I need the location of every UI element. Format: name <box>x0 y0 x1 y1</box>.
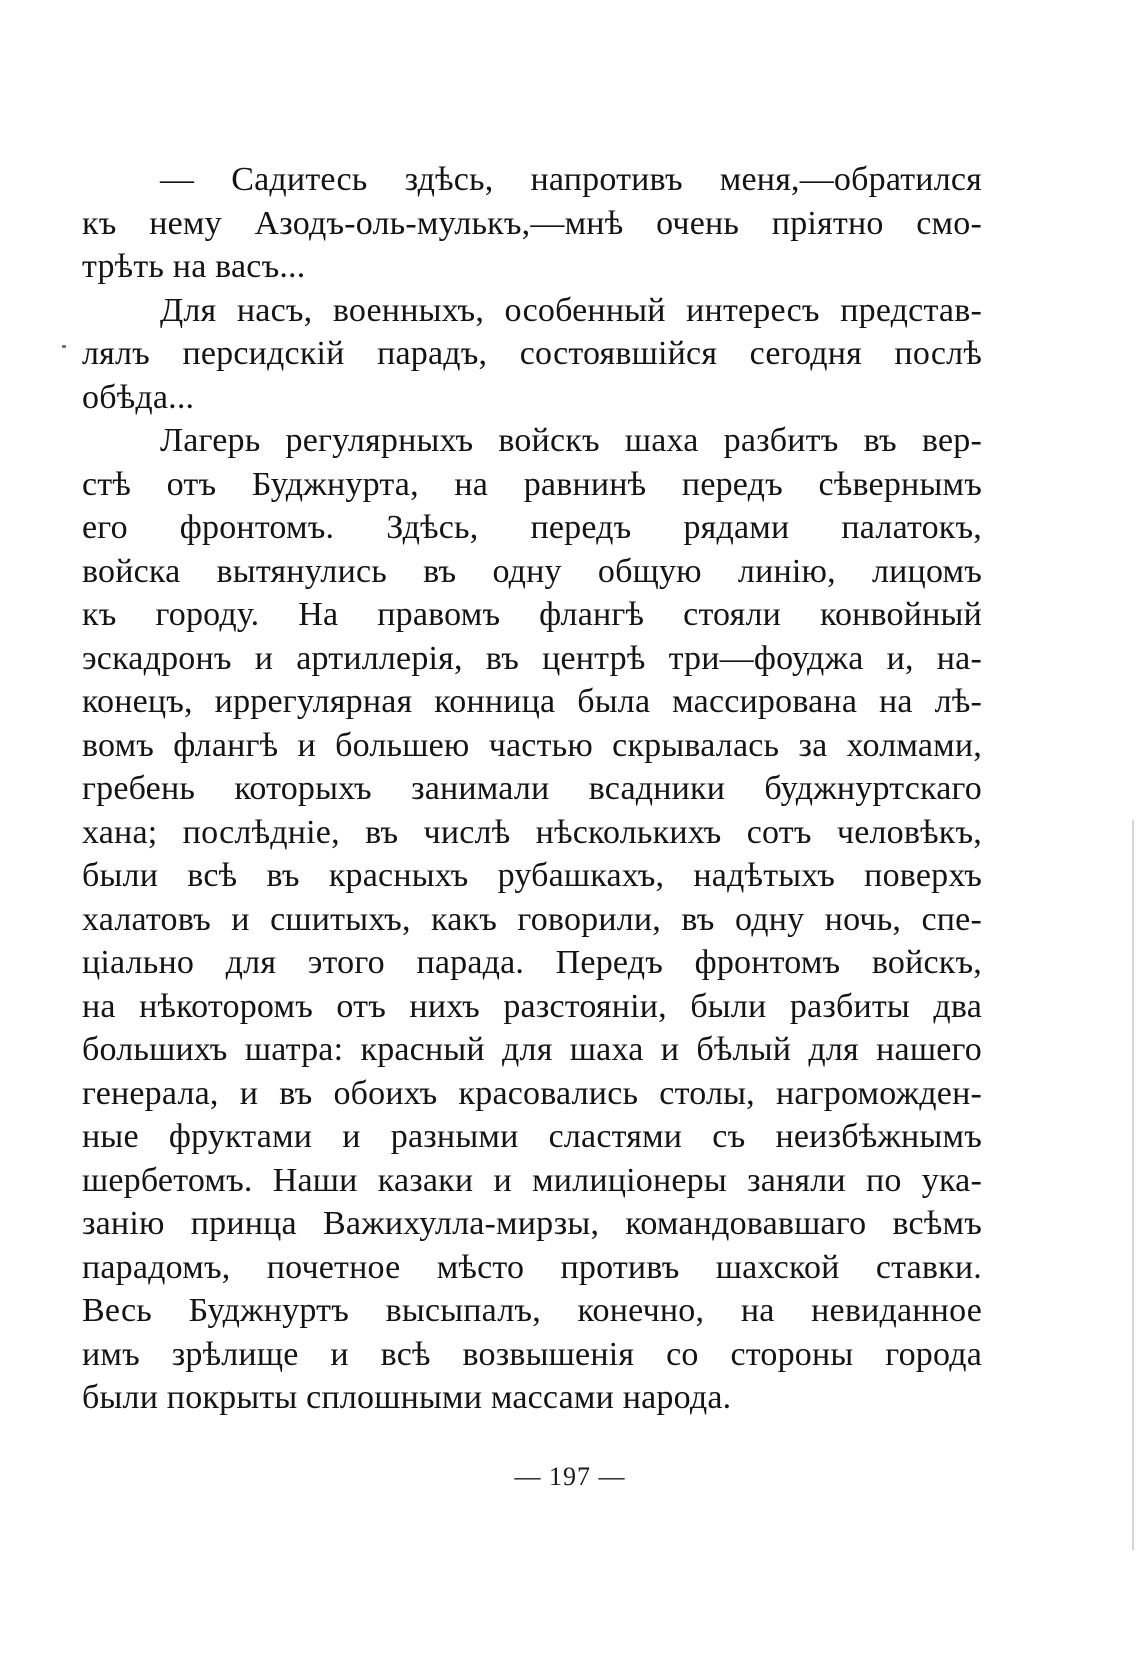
text-line: лялъ персидскій парадъ, состоявшійся сегодня послѣ <box>82 335 982 372</box>
text-line: хана; послѣдніе, въ числѣ нѣсколькихъ сотъ человѣкъ, <box>82 813 982 851</box>
text-line: эскадронъ и артиллерія, въ центрѣ три—фоуджа и, на- <box>82 639 982 677</box>
text-line: стѣ отъ Буджнурта, на равнинѣ передъ сѣвернымъ <box>82 465 982 503</box>
text-line: халатовъ и сшитыхъ, какъ говорили, въ одну ночь, спе- <box>82 900 982 938</box>
text-line: занію принца Важихулла-мирзы, командовавшаго всѣмъ <box>82 1205 982 1242</box>
body-text <box>82 158 982 1420</box>
scan-speck <box>62 345 66 348</box>
page-number: — 197 — <box>514 1462 626 1491</box>
text-line: трѣть на васъ... <box>82 248 306 285</box>
text-line: Для насъ, военныхъ, особенный интересъ представ- <box>160 291 982 329</box>
text-line: генерала, и въ обоихъ красовались столы, нагроможден- <box>82 1074 982 1112</box>
text-line: Лагерь регулярныхъ войскъ шаха разбитъ въ вер- <box>160 422 982 459</box>
text-line: обѣда... <box>82 378 195 416</box>
text-line: къ нему Азодъ-оль-мулькъ,—мнѣ очень пріятно смо- <box>82 204 982 242</box>
text-line: его фронтомъ. Здѣсь, передъ рядами палатокъ, <box>82 509 982 546</box>
text-line: войска вытянулись въ одну общую линію, лицомъ <box>82 552 982 590</box>
text-line: имъ зрѣлище и всѣ возвышенія со стороны города <box>82 1335 982 1373</box>
text-line: Весь Буджнуртъ высыпалъ, конечно, на невиданное <box>82 1292 982 1329</box>
text-line: конецъ, иррегулярная конница была массирована на лѣ- <box>82 683 982 720</box>
text-line: шербетомъ. Наши казаки и милиціонеры заняли по ука- <box>82 1161 982 1199</box>
text-line: были всѣ въ красныхъ рубашкахъ, надѣтыхъ поверхъ <box>82 857 982 894</box>
text-line: парадомъ, почетное мѣсто противъ шахской ставки. <box>82 1248 982 1286</box>
text-line: гребень которыхъ занимали всадники буджнуртскаго <box>82 770 982 807</box>
text-line: ціально для этого парада. Передъ фронтомъ войскъ, <box>82 944 982 981</box>
scan-edge-mark <box>1132 820 1134 1550</box>
text-line: были покрыты сплошными массами народа. <box>82 1379 732 1416</box>
text-line: къ городу. На правомъ флангѣ стояли конвойный <box>82 596 982 633</box>
text-line: большихъ шатра: красный для шаха и бѣлый для нашего <box>82 1031 982 1068</box>
text-line: вомъ флангѣ и большею частью скрывалась за холмами, <box>82 726 982 764</box>
text-line: ные фруктами и разными сластями съ неизбѣжнымъ <box>82 1118 982 1155</box>
text-line: — Садитесь здѣсь, напротивъ меня,—обратился <box>160 161 982 198</box>
text-line: на нѣкоторомъ отъ нихъ разстояніи, были разбиты два <box>82 987 982 1025</box>
